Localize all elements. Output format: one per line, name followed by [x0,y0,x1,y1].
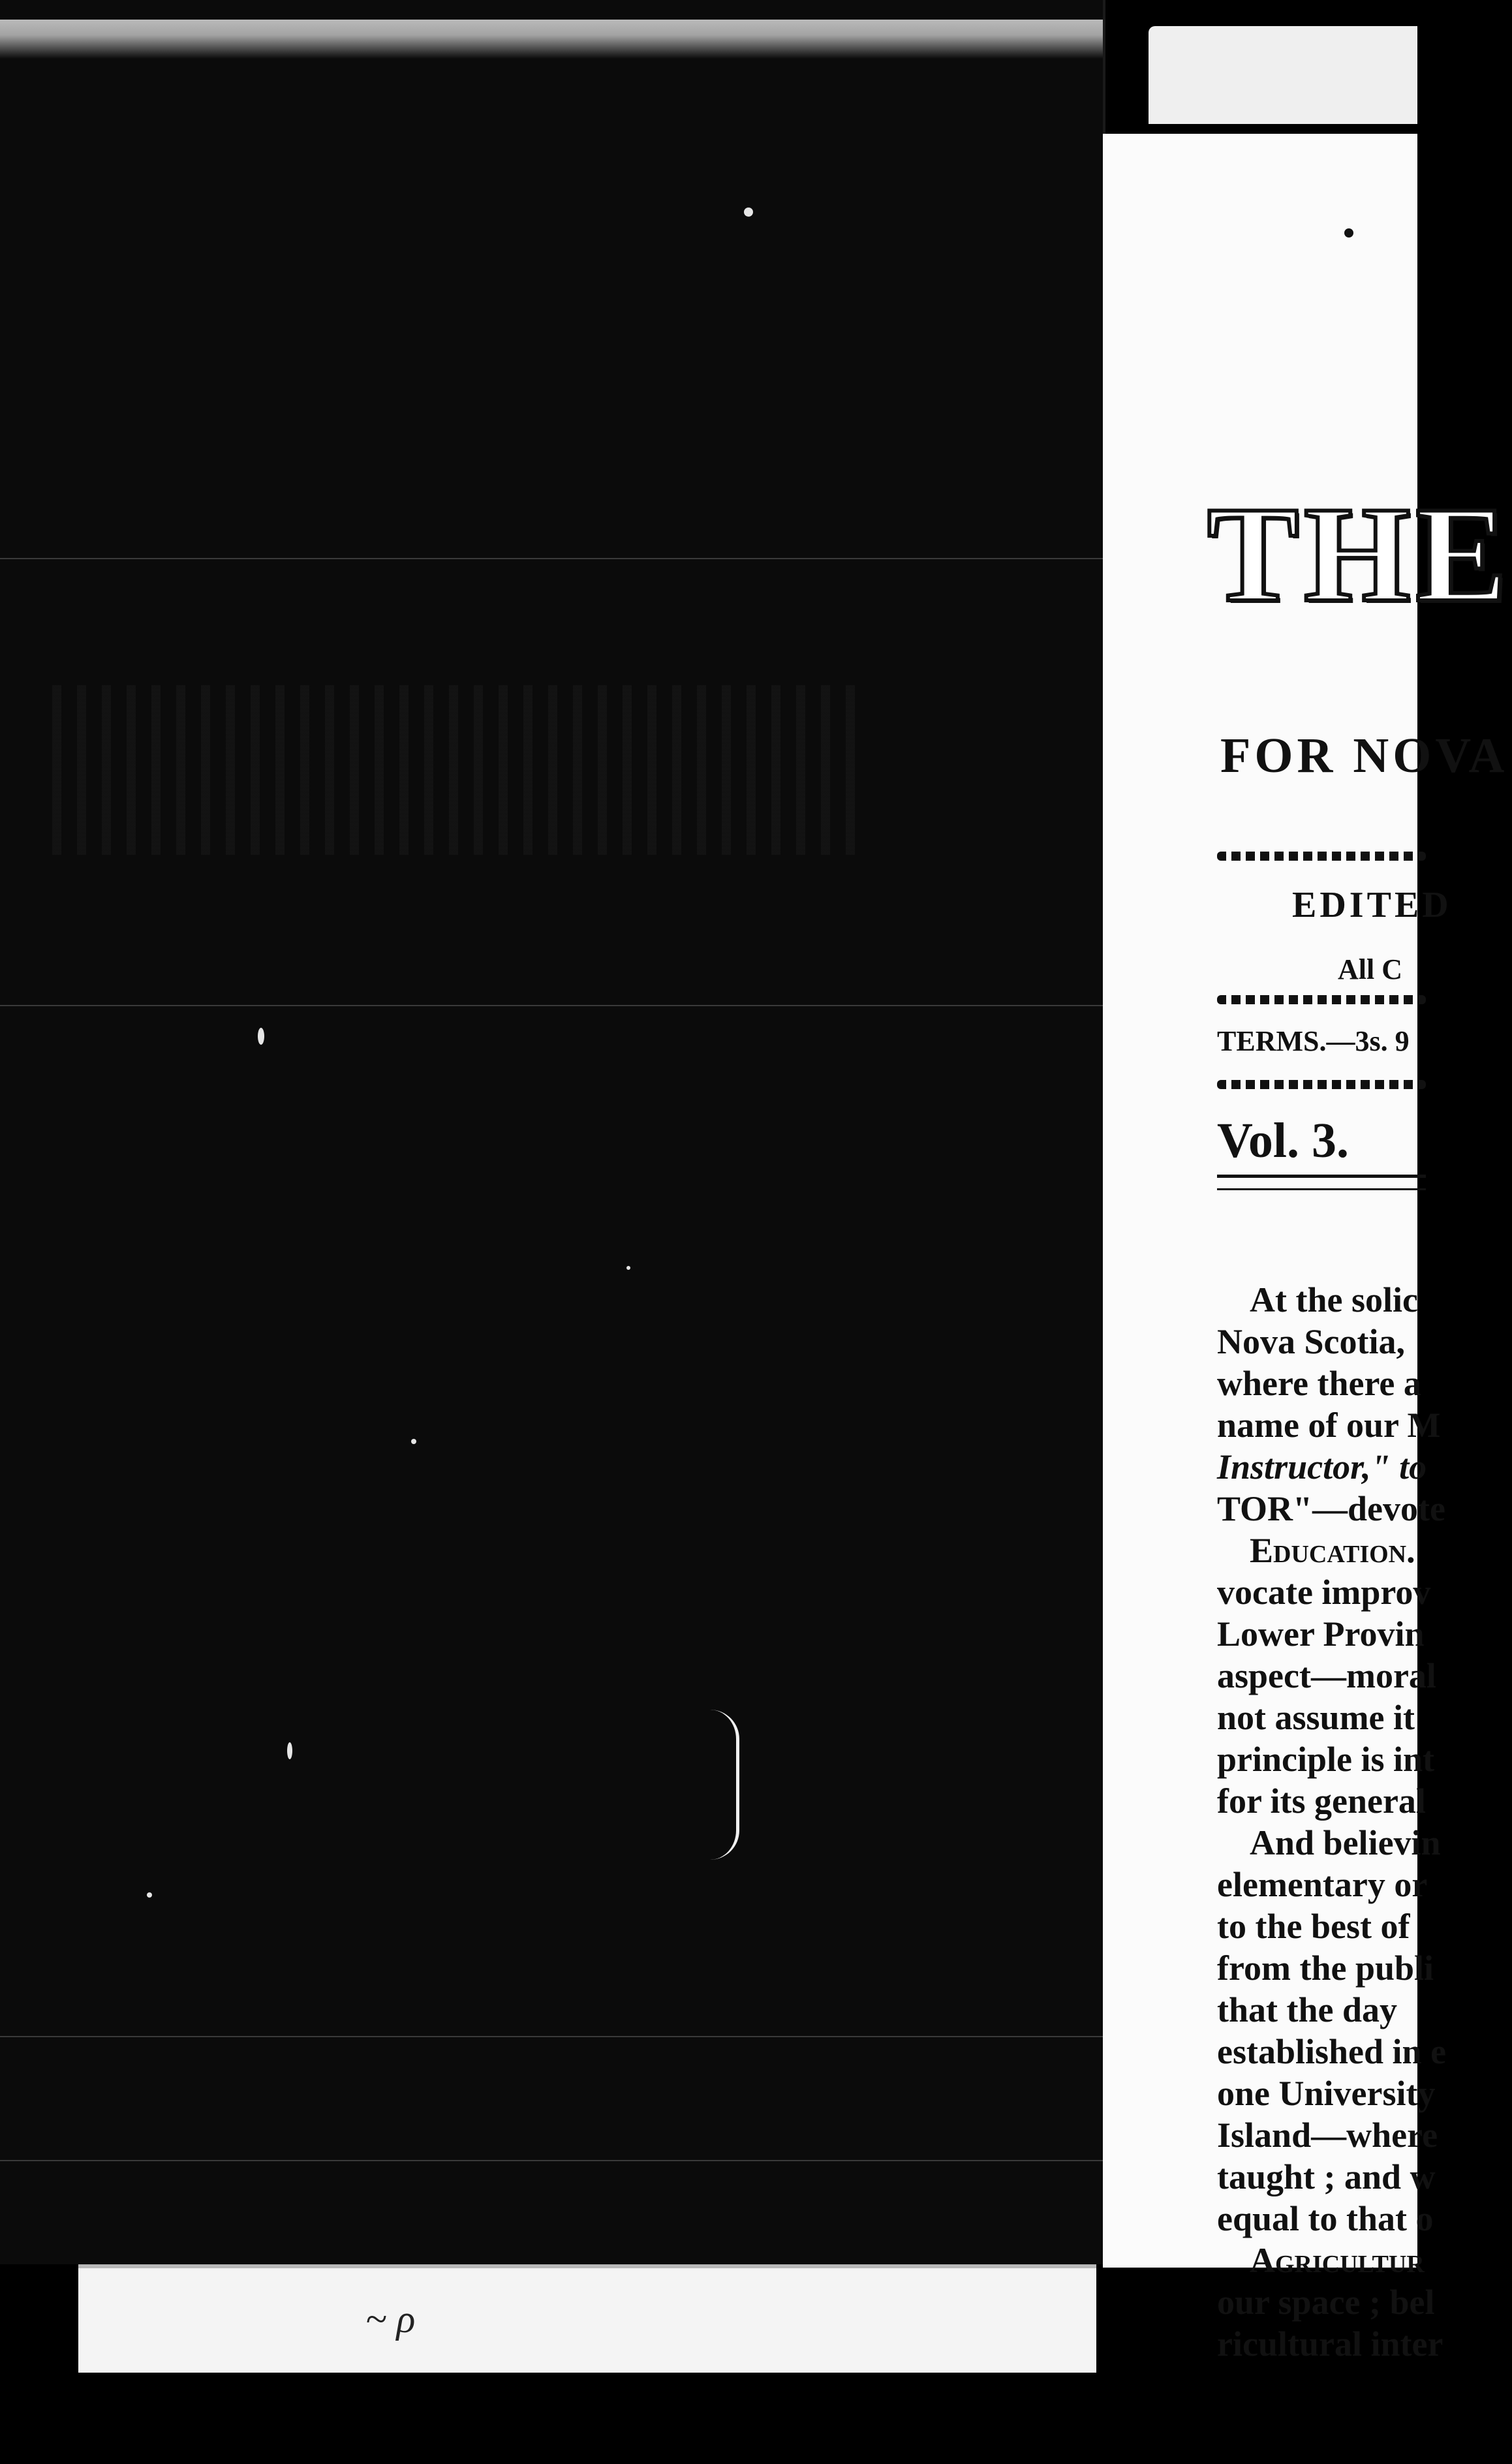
body-line: And believin [1250,1823,1441,1862]
body-line: TOR"—devote [1217,1489,1445,1528]
dust-speck [258,1028,264,1045]
scan-line [0,1005,1103,1006]
body-line: established in e [1217,2032,1447,2071]
wavy-rule [1217,1080,1426,1089]
body-line: equal to that o [1217,2199,1434,2238]
cover-texture [52,685,868,855]
body-line: principle is int [1217,1740,1435,1779]
body-line: Island—where [1217,2116,1438,2155]
body-line: from the publi [1217,1948,1434,1988]
volume-number: Vol. 3. [1217,1113,1350,1168]
scratch-mark [710,1710,739,1860]
handwritten-scrawl: ~ ρ [365,2298,416,2341]
dust-speck [744,208,753,217]
body-line: one University [1217,2074,1436,2113]
body-line: where there a [1217,1364,1421,1403]
scan-line [0,558,1103,559]
double-rule [1217,1175,1426,1190]
printed-page [1103,134,1512,2364]
dust-speck [411,1439,416,1444]
scan-line [0,2036,1103,2037]
all-communications-line: All C [1338,953,1402,985]
body-line: vocate improv [1217,1573,1431,1612]
body-line: name of our M [1217,1406,1441,1445]
body-line: not assume it [1217,1698,1415,1737]
wavy-rule [1217,852,1426,861]
body-line: Education. [1250,1531,1415,1570]
dust-speck [287,1742,292,1759]
cover-top-edge [0,20,1103,59]
page-top-edge [1149,26,1417,124]
masthead-title: THE [1207,479,1512,630]
masthead-subtitle: FOR NOVA [1220,728,1509,783]
body-line: our space ; bel [1217,2283,1435,2322]
body-line: ricultural inter [1217,2324,1443,2364]
body-line: to the best of [1217,1907,1410,1946]
ink-dot [1344,228,1353,238]
edited-by-line: EDITED [1292,885,1452,925]
dust-speck [147,1892,152,1898]
bottom-paper-strip [78,2264,1096,2373]
body-line: that the day [1217,1990,1398,2029]
body-line: Agricultur [1250,2241,1425,2280]
body-line: elementary or [1217,1865,1428,1904]
body-line: Instructor," to [1217,1447,1427,1486]
scan-line [0,2160,1103,2161]
dust-speck [626,1266,630,1270]
body-line: aspect—moral [1217,1656,1436,1695]
terms-line: TERMS.—3s. 9 [1217,1025,1410,1057]
wavy-rule [1217,995,1426,1004]
body-line: At the solic [1250,1280,1418,1319]
body-line: Nova Scotia, [1217,1322,1405,1361]
body-line: for its general [1217,1781,1426,1821]
body-line: Lower Provin [1217,1614,1425,1654]
article-body [1217,1279,1447,2365]
body-line: taught ; and w [1217,2157,1436,2196]
